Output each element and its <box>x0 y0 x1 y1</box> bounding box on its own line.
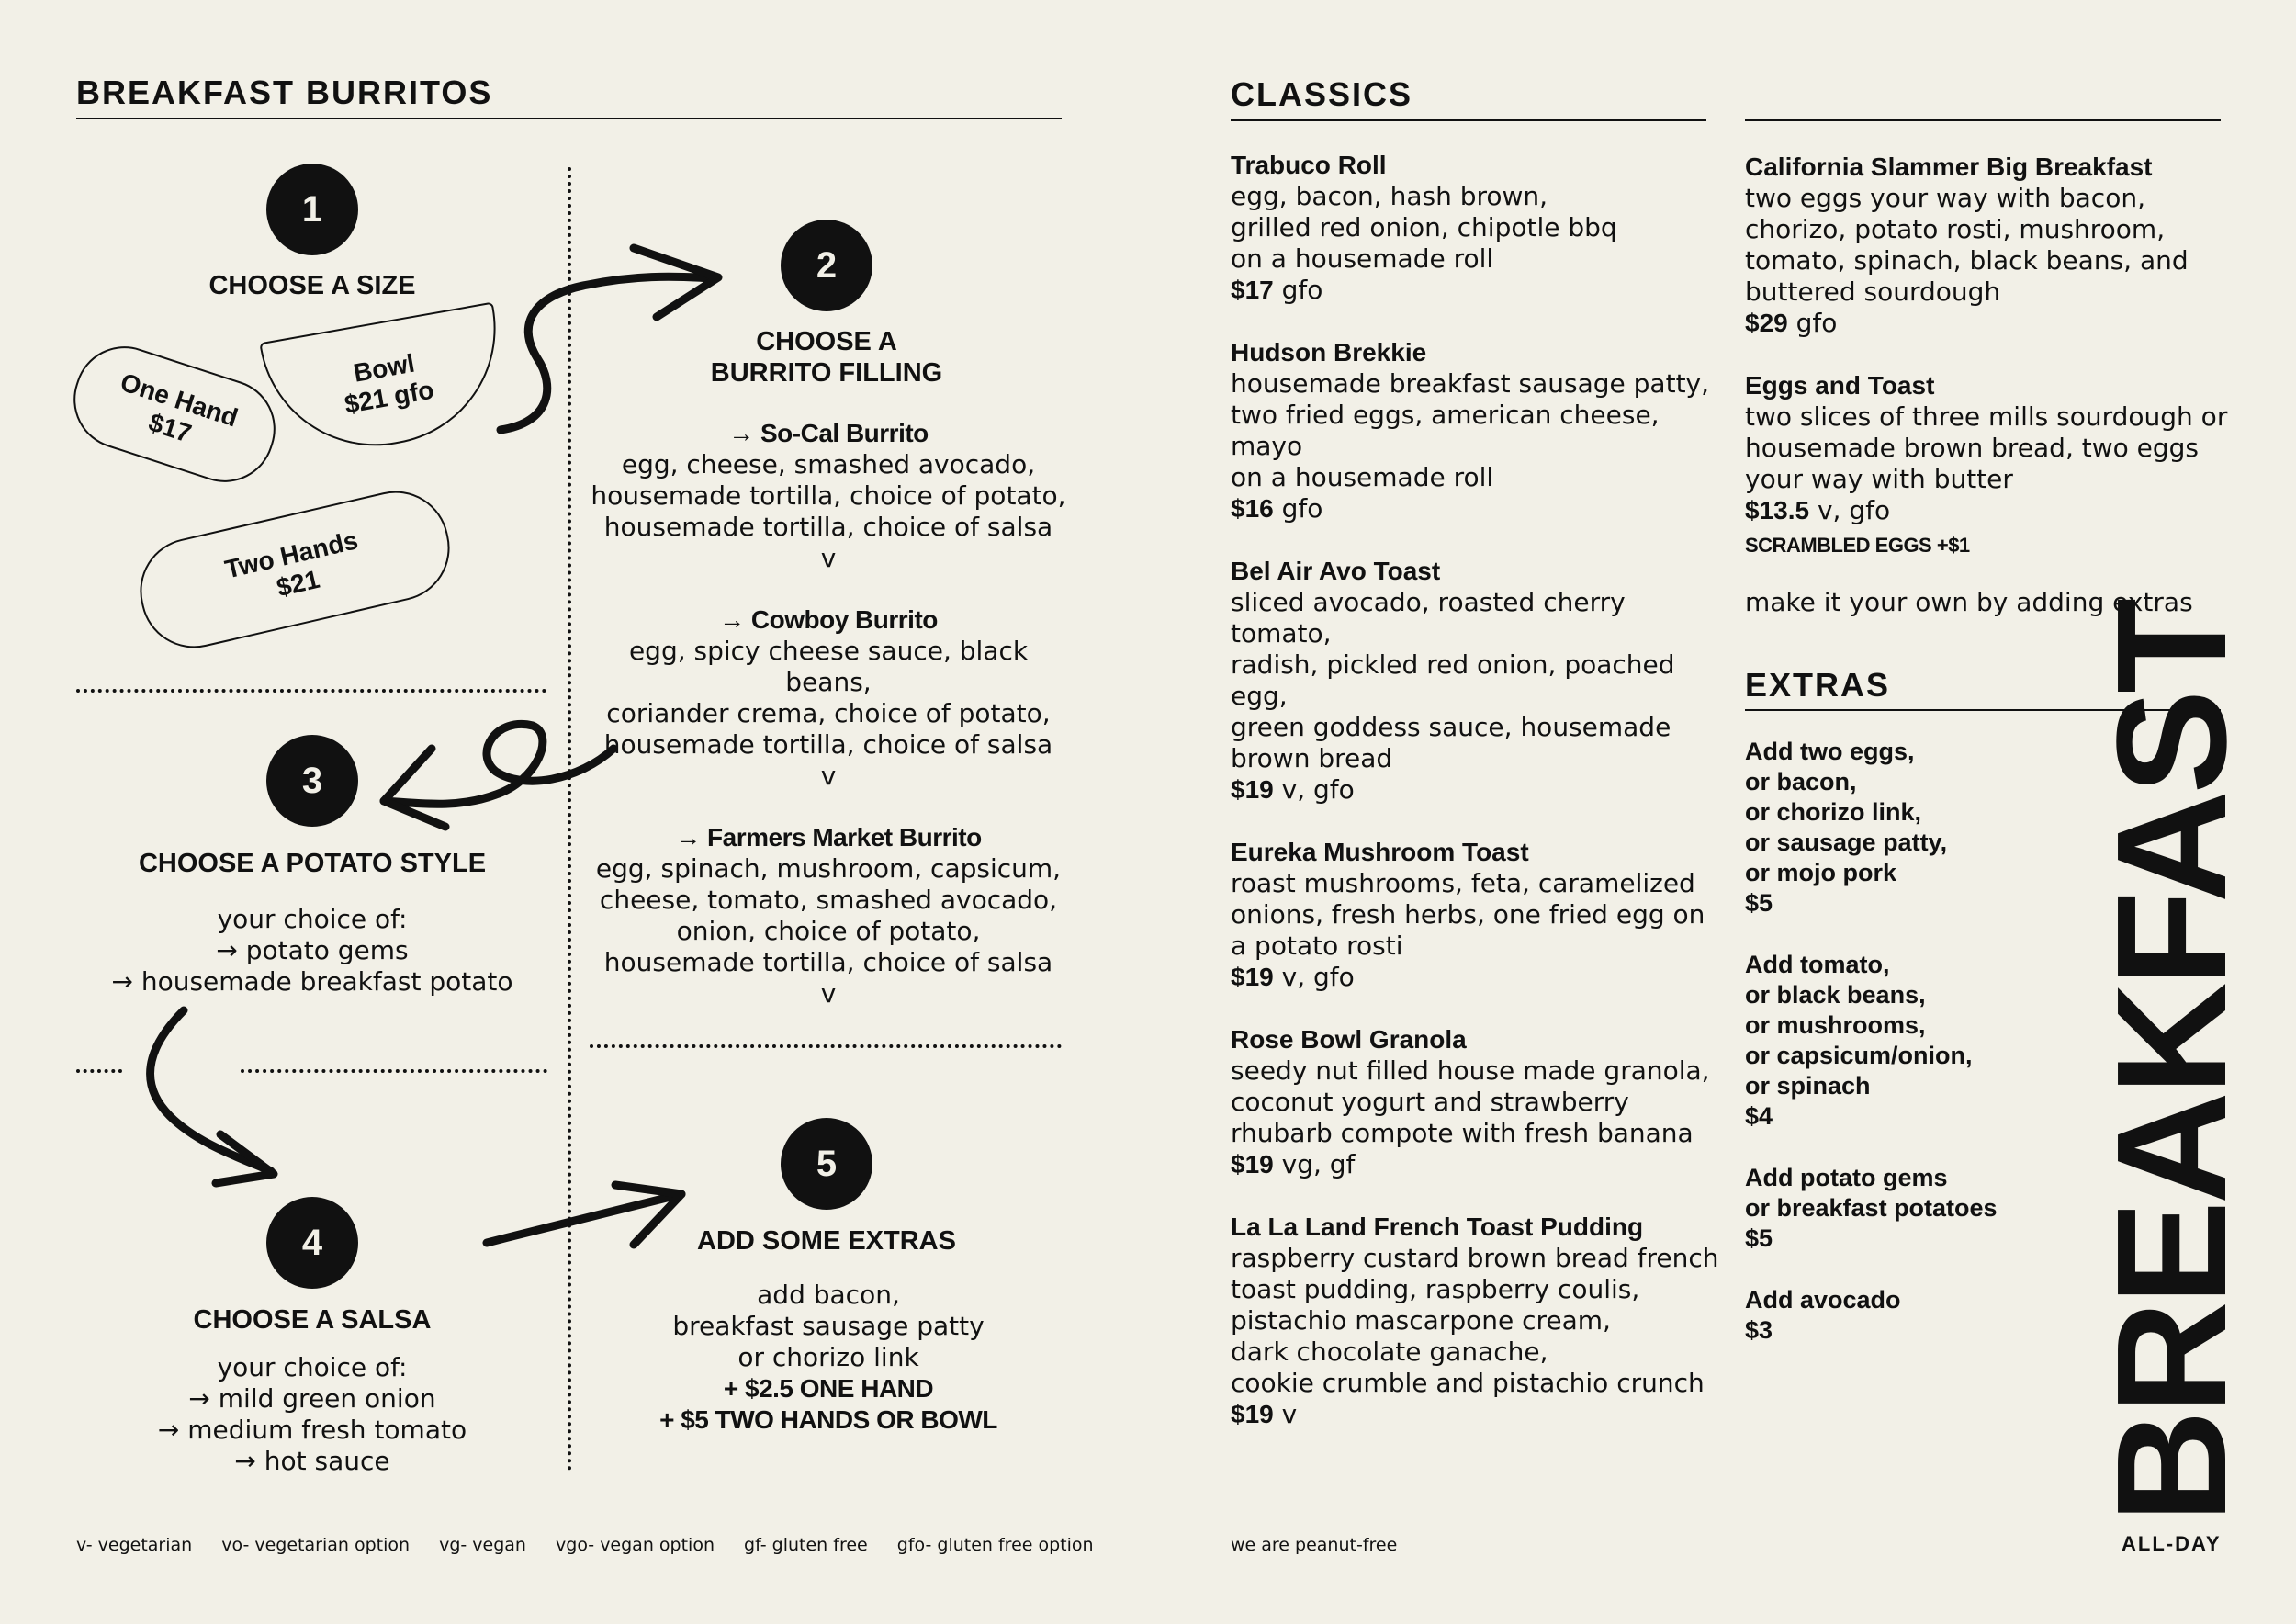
arrow-step3-to-step4 <box>151 1010 271 1171</box>
step-3-badge: 3 <box>266 735 358 827</box>
filling-tag: v <box>820 761 837 791</box>
item-desc: egg, bacon, hash brown, grilled red onion, chipotle bbq on a housemade roll <box>1231 181 1617 274</box>
filling-name: → Cowboy Burrito <box>719 605 938 634</box>
item-name: Bel Air Avo Toast <box>1231 557 1441 585</box>
menu-item <box>1745 152 2241 339</box>
item-name: Rose Bowl Granola <box>1231 1025 1467 1054</box>
filling-farmers-market <box>590 822 1067 1009</box>
item-price: $19 v <box>1231 1399 1298 1429</box>
arrow-step2-to-step3-head <box>384 749 445 827</box>
item-desc: raspberry custard brown bread french toast pudding, raspberry coulis, pistachio mascarpone cream, dark chocolate ganache, cookie crumble and pistachio crunch <box>1231 1243 1719 1398</box>
item-name: Eureka Mushroom Toast <box>1231 838 1529 866</box>
filling-name: → So-Cal Burrito <box>728 419 929 447</box>
step-5-price-one-hand: + $2.5 ONE HAND <box>723 1374 934 1403</box>
legend-item: gfo- gluten free option <box>896 1535 1094 1555</box>
step-3-title: CHOOSE A POTATO STYLE <box>138 849 487 878</box>
filling-desc: egg, spinach, mushroom, capsicum, cheese, tomato, smashed avocado, onion, choice of potato, housemade tortilla, choice of salsa <box>595 853 1062 977</box>
item-price: $17 gfo <box>1231 275 1323 305</box>
step-2-badge: 2 <box>781 220 872 311</box>
legend-item: vo- vegetarian option <box>221 1535 411 1555</box>
extra-item: Add tomato, or black beans, or mushrooms, or capsicum/onion, or spinach $4 <box>1745 951 1973 1130</box>
extra-item: Add two eggs, or bacon, or chorizo link, or sausage patty, or mojo pork $5 <box>1745 738 1948 917</box>
item-price: $19 v, gfo <box>1231 962 1355 992</box>
section-title-breakfast-burritos: BREAKFAST BURRITOS <box>76 73 493 111</box>
item-desc: two slices of three mills sourdough or housemade brown bread, two eggs your way with butter <box>1745 401 2228 494</box>
breakfast-vertical-title: BREAKFAST <box>2085 602 2259 1523</box>
size-two-hands-label: Two Hands $21 <box>222 525 361 603</box>
make-it-your-own-note: make it your own by adding extras <box>1745 587 2193 617</box>
legend-item: vg- vegan <box>439 1535 526 1555</box>
step-5-details <box>590 1280 1067 1436</box>
menu-item <box>1231 337 1727 524</box>
legend-item: vgo- vegan option <box>556 1535 715 1555</box>
step-4-title: CHOOSE A SALSA <box>193 1305 432 1335</box>
right-column-top-rule <box>1745 119 2221 121</box>
item-price: $19 vg, gf <box>1231 1149 1356 1179</box>
filling-tag: v <box>820 978 837 1009</box>
size-one-hand-label: One Hand $17 <box>117 367 242 448</box>
menu-item <box>1745 370 2241 526</box>
section-title-classics: CLASSICS <box>1231 75 1413 113</box>
classics-underline <box>1231 119 1706 121</box>
section-title-extras: EXTRAS <box>1745 666 1891 704</box>
item-name: Trabuco Roll <box>1231 151 1387 179</box>
filling-so-cal <box>590 418 1067 574</box>
item-name: La La Land French Toast Pudding <box>1231 1212 1644 1241</box>
item-desc: two eggs your way with bacon, chorizo, potato rosti, mushroom, tomato, spinach, black beans, and buttered sourdough <box>1745 183 2189 307</box>
menu-item <box>1231 150 1727 306</box>
item-name: California Slammer Big Breakfast <box>1745 152 2153 181</box>
size-bowl-label: Bowl $21 gfo <box>342 348 436 420</box>
dietary-legend <box>76 1535 1118 1555</box>
step-4-options: your choice of: → mild green onion → medium fresh tomato → hot sauce <box>157 1352 467 1476</box>
menu-item <box>1231 1212 1727 1430</box>
step-3-options: your choice of: → potato gems → housemade breakfast potato <box>111 904 513 997</box>
step-5-title: ADD SOME EXTRAS <box>697 1226 956 1256</box>
legend-item: gf- gluten free <box>744 1535 868 1555</box>
filling-name: → Farmers Market Burrito <box>675 823 982 851</box>
item-price: $13.5 v, gfo <box>1745 495 1891 525</box>
step-4-badge: 4 <box>266 1197 358 1289</box>
arrow-step1-to-step2-head <box>634 248 718 317</box>
item-name: Hudson Brekkie <box>1231 338 1427 367</box>
item-price: $16 gfo <box>1231 493 1323 524</box>
right-menu-list <box>1745 152 2241 618</box>
step-5-badge: 5 <box>781 1118 872 1210</box>
extra-item: Add potato gems or breakfast potatoes $5 <box>1745 1164 1998 1252</box>
filling-desc: egg, cheese, smashed avocado, housemade tortilla, choice of potato, housemade tortilla, choice of salsa <box>591 449 1066 542</box>
item-desc: sliced avocado, roasted cherry tomato, radish, pickled red onion, poached egg, green goddess sauce, housemade brown bread <box>1231 587 1675 773</box>
filling-cowboy <box>590 604 1067 792</box>
step-5-price-two-hands: + $5 TWO HANDS OR BOWL <box>659 1405 997 1434</box>
extra-item: Add avocado $3 <box>1745 1286 1901 1344</box>
peanut-free-note: we are peanut-free <box>1231 1535 1398 1555</box>
burrito-fillings-list <box>590 418 1067 1009</box>
all-day-label: ALL-DAY <box>2122 1532 2222 1555</box>
step-5-body: add bacon, breakfast sausage patty or chorizo link <box>672 1280 985 1372</box>
filling-tag: v <box>820 543 837 573</box>
classics-menu-list <box>1231 150 1727 1461</box>
scrambled-eggs-addon: SCRAMBLED EGGS +$1 <box>1745 534 1970 557</box>
item-desc: roast mushrooms, feta, caramelized onions, fresh herbs, one fried egg on a potato rosti <box>1231 868 1705 961</box>
item-desc: housemade breakfast sausage patty, two fried eggs, american cheese, mayo on a housemade roll <box>1231 368 1710 492</box>
extras-list <box>1745 737 2076 1377</box>
step-1-badge: 1 <box>266 164 358 255</box>
step-1-title: CHOOSE A SIZE <box>208 271 416 300</box>
item-price: $19 v, gfo <box>1231 774 1355 805</box>
filling-desc: egg, spicy cheese sauce, black beans, coriander crema, choice of potato, housemade tortilla, choice of salsa <box>603 636 1053 760</box>
item-desc: seedy nut filled house made granola, coconut yogurt and strawberry rhubarb compote with fresh banana <box>1231 1055 1710 1148</box>
item-name: Eggs and Toast <box>1745 371 1935 400</box>
menu-item <box>1231 837 1727 993</box>
step-2-title: CHOOSE A BURRITO FILLING <box>710 327 943 388</box>
menu-item <box>1231 556 1727 806</box>
menu-item <box>1231 1024 1727 1180</box>
item-price: $29 gfo <box>1745 308 1838 338</box>
legend-item: v- vegetarian <box>76 1535 193 1555</box>
